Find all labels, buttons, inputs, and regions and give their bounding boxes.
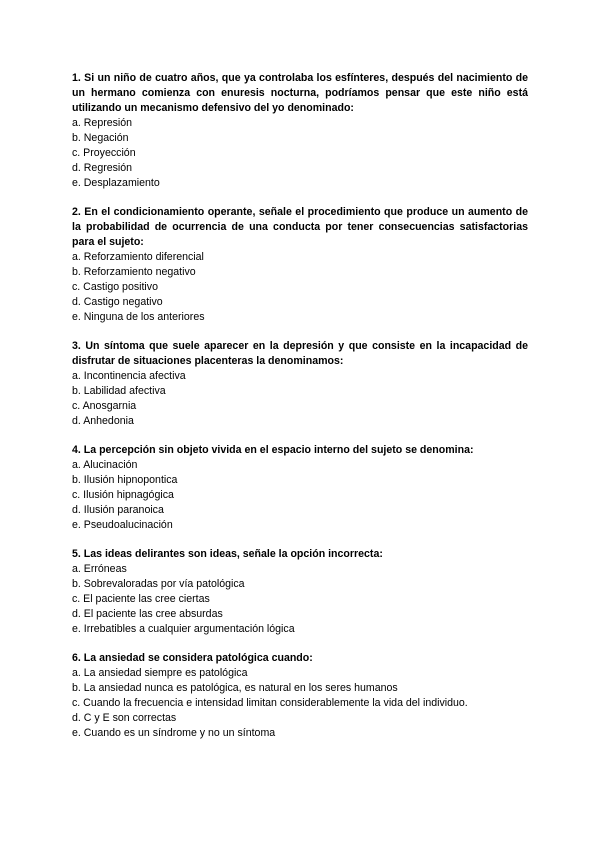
question-6-option-a: a. La ansiedad siempre es patológica (72, 667, 248, 679)
question-6-options (72, 666, 528, 741)
question-3-options (72, 369, 528, 429)
question-1-option-a: a. Represión (72, 117, 133, 129)
question-4-option-c: c. Ilusión hipnagógica (72, 489, 174, 501)
question-2-option-a: a. Reforzamiento diferencial (72, 251, 204, 263)
question-4-stem: 4. La percepción sin objeto vivida en el espacio interno del sujeto se denomina: (72, 444, 474, 456)
question-3-option-d: d. Anhedonia (72, 415, 134, 427)
question-6-option-e: e. Cuando es un síndrome y no un síntoma (72, 727, 276, 739)
question-2-options (72, 250, 528, 325)
question-4-option-e: e. Pseudoalucinación (72, 519, 173, 531)
question-1 (72, 71, 528, 191)
question-6-option-c: c. Cuando la frecuencia e intensidad limitan considerablemente la vida del individuo. (72, 697, 468, 709)
question-4 (72, 443, 528, 533)
question-5-option-e: e. Irrebatibles a cualquier argumentación lógica (72, 623, 295, 635)
question-5-options (72, 562, 528, 637)
question-3 (72, 339, 528, 429)
exam-page (72, 71, 528, 755)
question-2-option-c: c. Castigo positivo (72, 281, 158, 293)
question-4-option-a: a. Alucinación (72, 459, 138, 471)
question-1-option-c: c. Proyección (72, 147, 136, 159)
question-2-stem: 2. En el condicionamiento operante, señale el procedimiento que produce un aumento de la probabilidad de ocurrencia de una conducta por tener consecuencias satisfactorias para el sujeto: (72, 206, 528, 248)
question-1-option-d: d. Regresión (72, 162, 133, 174)
question-5-option-b: b. Sobrevaloradas por vía patológica (72, 578, 245, 590)
question-6-option-b: b. La ansiedad nunca es patológica, es natural en los seres humanos (72, 682, 398, 694)
question-3-option-b: b. Labilidad afectiva (72, 385, 166, 397)
question-1-option-e: e. Desplazamiento (72, 177, 160, 189)
question-5-option-d: d. El paciente las cree absurdas (72, 608, 223, 620)
question-6-stem: 6. La ansiedad se considera patológica cuando: (72, 652, 313, 664)
question-3-option-c: c. Anosgarnia (72, 400, 137, 412)
question-2-option-d: d. Castigo negativo (72, 296, 163, 308)
question-1-option-b: b. Negación (72, 132, 129, 144)
question-4-options (72, 458, 528, 533)
question-6 (72, 651, 528, 741)
question-5-option-c: c. El paciente las cree ciertas (72, 593, 210, 605)
question-6-option-d: d. C y E son correctas (72, 712, 177, 724)
question-2-option-b: b. Reforzamiento negativo (72, 266, 196, 278)
question-2-option-e: e. Ninguna de los anteriores (72, 311, 205, 323)
question-3-stem: 3. Un síntoma que suele aparecer en la depresión y que consiste en la incapacidad de disfrutar de situaciones placenteras la denominamos: (72, 340, 528, 367)
question-5 (72, 547, 528, 637)
question-4-option-d: d. Ilusión paranoica (72, 504, 164, 516)
question-2 (72, 205, 528, 325)
question-5-stem: 5. Las ideas delirantes son ideas, señale la opción incorrecta: (72, 548, 383, 560)
question-1-stem: 1. Si un niño de cuatro años, que ya controlaba los esfínteres, después del nacimiento de un hermano comienza con enuresis nocturna, podríamos pensar que este niño está utilizando un mecanismo defensivo del yo denominado: (72, 72, 528, 114)
question-5-option-a: a. Erróneas (72, 563, 127, 575)
question-3-option-a: a. Incontinencia afectiva (72, 370, 186, 382)
question-1-options (72, 116, 528, 191)
question-4-option-b: b. Ilusión hipnopontica (72, 474, 178, 486)
